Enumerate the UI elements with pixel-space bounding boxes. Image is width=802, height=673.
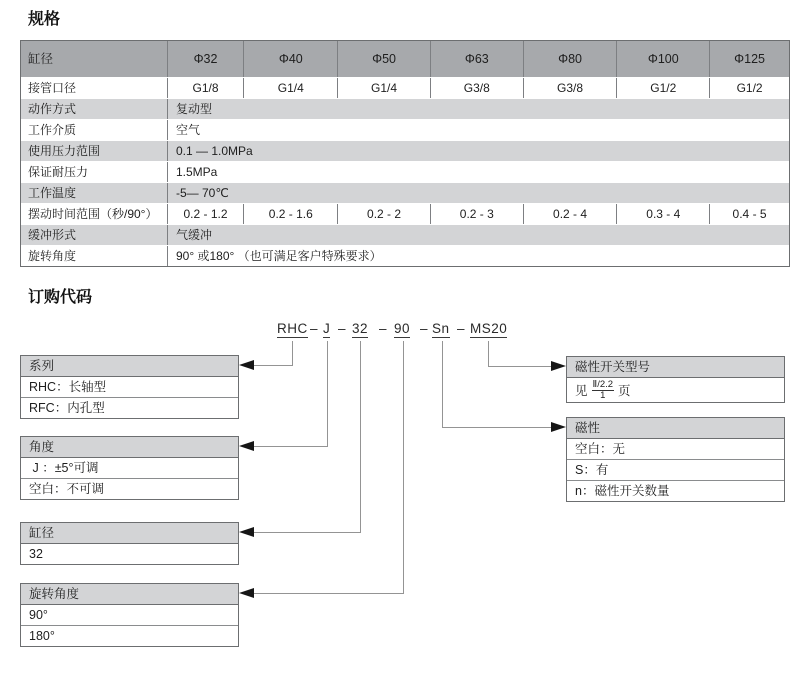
arrow-left-icon bbox=[239, 360, 254, 370]
rotation-box-header: 旋转角度 bbox=[21, 584, 238, 605]
spec-col-header: Φ80 bbox=[523, 41, 617, 77]
spec-col-header: Φ100 bbox=[616, 41, 709, 77]
spec-cell: 0.4 - 5 bbox=[709, 204, 789, 224]
series-box bbox=[20, 355, 239, 419]
magnetic-box-header: 磁性 bbox=[567, 418, 784, 439]
code-segment-rotation: 90 bbox=[394, 321, 411, 336]
connector-line bbox=[488, 366, 552, 367]
table-row bbox=[21, 98, 789, 119]
spec-cell: 0.2 - 2 bbox=[337, 204, 430, 224]
magnetic-box bbox=[566, 417, 785, 502]
spec-col-header: Φ50 bbox=[337, 41, 430, 77]
spec-cell: G1/8 bbox=[167, 78, 244, 98]
fraction-bottom: 1 bbox=[600, 389, 606, 401]
spec-cell: 0.2 - 4 bbox=[523, 204, 617, 224]
list-item: 空白：不可调 bbox=[29, 482, 105, 496]
spec-cell: 空气 bbox=[167, 120, 789, 140]
spec-row-label: 缓冲形式 bbox=[28, 228, 77, 242]
fraction-top: Ⅱ/2.2 bbox=[592, 378, 614, 390]
connector-line bbox=[327, 341, 328, 446]
connector-line bbox=[292, 341, 293, 365]
code-dash: – bbox=[379, 321, 388, 336]
connector-line bbox=[253, 593, 404, 594]
page-fraction bbox=[592, 380, 615, 401]
spec-col-header: Φ125 bbox=[709, 41, 789, 77]
spec-cell: G3/8 bbox=[523, 78, 617, 98]
code-dash: – bbox=[310, 321, 319, 336]
angle-box-header: 角度 bbox=[21, 437, 238, 458]
connector-line bbox=[488, 341, 489, 366]
table-row bbox=[21, 245, 789, 266]
table-row bbox=[21, 161, 789, 182]
list-item: 32 bbox=[29, 547, 43, 561]
spec-cell: 0.2 - 1.6 bbox=[243, 204, 337, 224]
series-box-header: 系列 bbox=[21, 356, 238, 377]
bore-box-header: 缸径 bbox=[21, 523, 238, 544]
spec-cell: G1/4 bbox=[243, 78, 337, 98]
list-item: 180° bbox=[29, 629, 55, 643]
connector-line bbox=[442, 427, 552, 428]
spec-col-header: Φ63 bbox=[430, 41, 523, 77]
arrow-left-icon bbox=[239, 527, 254, 537]
switch-model-box bbox=[566, 356, 785, 403]
rotation-box bbox=[20, 583, 239, 647]
spec-row-label: 工作温度 bbox=[28, 186, 77, 200]
spec-cell: -5— 70℃ bbox=[167, 183, 789, 203]
code-dash: – bbox=[420, 321, 429, 336]
order-section-title: 订购代码 bbox=[28, 289, 93, 306]
spec-cell: 90° 或180° （也可满足客户特殊要求） bbox=[167, 246, 789, 266]
connector-line bbox=[253, 365, 293, 366]
list-item: 90° bbox=[21, 605, 238, 626]
table-row bbox=[21, 140, 789, 161]
spec-header-row bbox=[21, 41, 789, 77]
spec-col-header: Φ32 bbox=[167, 41, 244, 77]
code-segment-bore: 32 bbox=[352, 321, 369, 336]
code-dash: – bbox=[338, 321, 347, 336]
spec-cell: 0.3 - 4 bbox=[616, 204, 709, 224]
spec-cell: G1/2 bbox=[709, 78, 789, 98]
list-item: S：有 bbox=[567, 460, 784, 481]
table-row bbox=[21, 224, 789, 245]
list-item: RFC：内孔型 bbox=[29, 401, 105, 415]
spec-row-label: 使用压力范围 bbox=[28, 144, 101, 158]
spec-row-label: 工作介质 bbox=[28, 123, 77, 137]
spec-cell: 气缓冲 bbox=[167, 225, 789, 245]
list-item: J ：±5°可调 bbox=[21, 458, 238, 479]
switch-model-box-header: 磁性开关型号 bbox=[567, 357, 784, 378]
spec-cell: G3/8 bbox=[430, 78, 523, 98]
spec-table bbox=[20, 40, 790, 267]
spec-row-label: 旋转角度 bbox=[28, 249, 77, 263]
spec-row-label: 动作方式 bbox=[28, 102, 77, 116]
arrow-right-icon bbox=[551, 422, 566, 432]
spec-cell: 0.2 - 1.2 bbox=[167, 204, 244, 224]
angle-box bbox=[20, 436, 239, 500]
spec-cell: 复动型 bbox=[167, 99, 789, 119]
table-row bbox=[21, 182, 789, 203]
arrow-right-icon bbox=[551, 361, 566, 371]
arrow-left-icon bbox=[239, 588, 254, 598]
spec-cell: 0.2 - 3 bbox=[430, 204, 523, 224]
connector-line bbox=[442, 341, 443, 427]
table-row bbox=[21, 203, 789, 224]
list-item: 空白：无 bbox=[567, 439, 784, 460]
code-segment-magnetic: Sn bbox=[432, 321, 450, 336]
connector-line bbox=[360, 341, 361, 532]
switch-model-reference bbox=[567, 378, 784, 402]
spec-cell: 0.1 — 1.0MPa bbox=[167, 141, 789, 161]
code-segment-series: RHC bbox=[277, 321, 308, 336]
spec-section-title: 规格 bbox=[28, 11, 61, 28]
connector-line bbox=[253, 446, 328, 447]
code-segment-switch: MS20 bbox=[470, 321, 508, 336]
list-item: RHC：长轴型 bbox=[21, 377, 238, 398]
connector-line bbox=[253, 532, 361, 533]
see-suffix: 页 bbox=[618, 384, 631, 398]
spec-row-label: 保证耐压力 bbox=[28, 165, 89, 179]
spec-row-label: 摆动时间范围（秒/90°） bbox=[28, 207, 158, 221]
spec-cell: 1.5MPa bbox=[167, 162, 789, 182]
spec-header-label: 缸径 bbox=[28, 51, 54, 66]
table-row bbox=[21, 77, 789, 98]
connector-line bbox=[403, 341, 404, 593]
bore-box bbox=[20, 522, 239, 565]
see-prefix: 见 bbox=[575, 384, 588, 398]
spec-col-header: Φ40 bbox=[243, 41, 337, 77]
list-item: n：磁性开关数量 bbox=[575, 484, 670, 498]
spec-cell: G1/2 bbox=[616, 78, 709, 98]
arrow-left-icon bbox=[239, 441, 254, 451]
code-segment-angle: J bbox=[323, 321, 331, 336]
code-dash: – bbox=[457, 321, 466, 336]
spec-cell: G1/4 bbox=[337, 78, 430, 98]
table-row bbox=[21, 119, 789, 140]
spec-row-label: 接管口径 bbox=[28, 81, 77, 95]
